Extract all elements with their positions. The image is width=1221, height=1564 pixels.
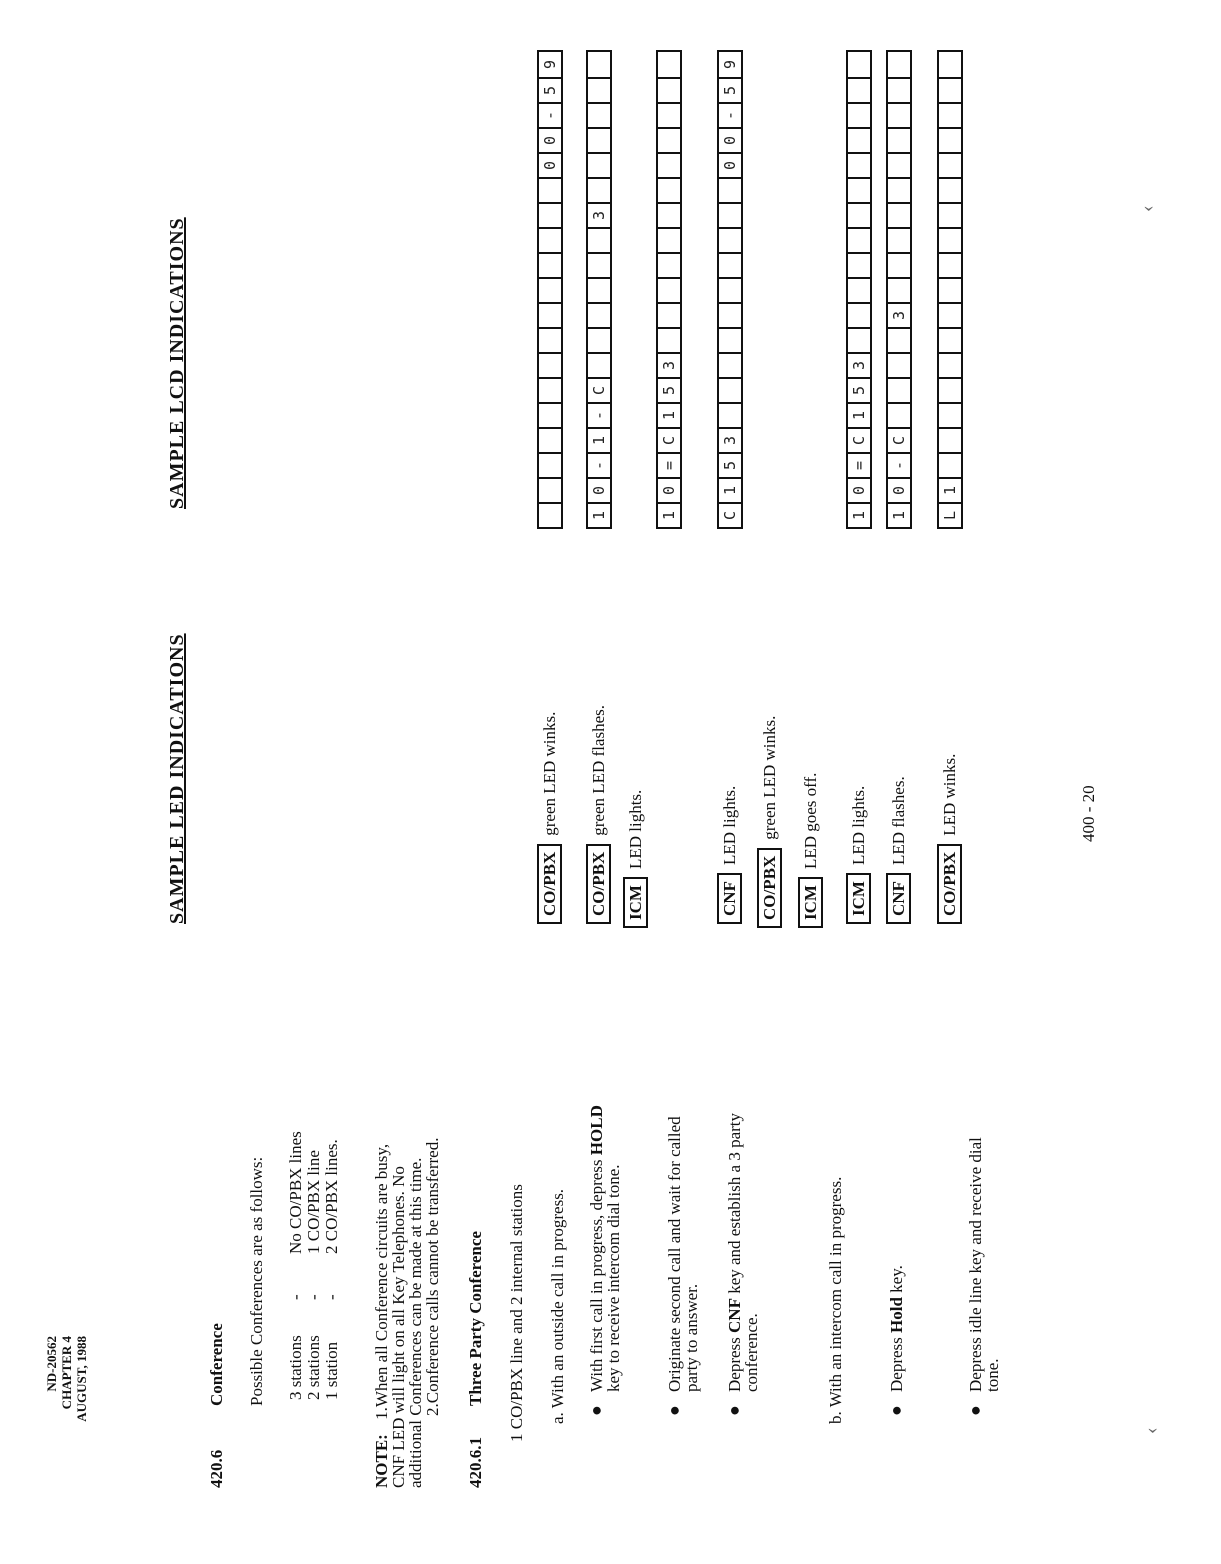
- step-b1: [888, 1265, 906, 1392]
- step-a1-text: With first call in progress, depress: [587, 1155, 606, 1392]
- lcd-cell: [939, 402, 961, 427]
- lcd-cell: C: [658, 427, 680, 452]
- lcd-cell: [539, 302, 561, 327]
- conference-option-1-dash: -: [286, 1294, 305, 1300]
- lcd-cell: [658, 252, 680, 277]
- lcd-cell: [539, 327, 561, 352]
- lcd-cell: [888, 352, 910, 377]
- led-row-text: LED winks.: [940, 753, 959, 836]
- lcd-cell: [888, 202, 910, 227]
- lcd-cell: 9: [721, 59, 739, 70]
- led-row: [757, 716, 782, 928]
- led-row-text: LED goes off.: [801, 772, 820, 870]
- lcd-cell: [658, 152, 680, 177]
- lcd-cell: 1: [658, 402, 680, 427]
- scan-mark: ‹: [1140, 1427, 1162, 1434]
- lcd-display: [846, 50, 872, 529]
- lcd-cell: 0: [719, 127, 741, 152]
- icm-key: ICM: [798, 877, 823, 928]
- step-a2-line-1: Originate second call and wait for called: [665, 1116, 684, 1392]
- lcd-cell: C: [848, 427, 870, 452]
- lcd-cell: C: [588, 377, 610, 402]
- lcd-cell: [588, 227, 610, 252]
- lcd-cell: [719, 252, 741, 277]
- lcd-cell: [939, 327, 961, 352]
- lcd-cell: 5: [719, 77, 741, 102]
- lcd-cell: [848, 302, 870, 327]
- lcd-cell: 3: [888, 302, 910, 327]
- led-row-text: green LED winks.: [540, 711, 559, 836]
- led-row: [937, 754, 962, 924]
- lcd-cell: [939, 127, 961, 152]
- date-label: AUGUST, 1988: [74, 1336, 89, 1422]
- conference-intro: Possible Conferences are as follows:: [247, 1156, 266, 1406]
- lcd-cell: [939, 352, 961, 377]
- note-line-2: CNF LED will light on all Key Telephones. No: [389, 1166, 408, 1488]
- lcd-cell: [539, 277, 561, 302]
- lcd-cell: 0: [658, 477, 680, 502]
- lcd-cell: 0: [539, 127, 561, 152]
- lcd-cell: [939, 77, 961, 102]
- bullet-dot: ●: [724, 1405, 744, 1416]
- step-b: b. With an intercom call in progress.: [826, 1176, 845, 1424]
- lcd-cell: [658, 77, 680, 102]
- led-row-text: green LED flashes.: [589, 705, 608, 836]
- lcd-cell: =: [658, 452, 680, 477]
- section-number: 420.6: [207, 1449, 226, 1488]
- lcd-display: [717, 50, 743, 529]
- step-b1-text-post: key.: [887, 1265, 906, 1298]
- cnf-key: CNF: [717, 873, 742, 924]
- led-row-text: LED lights.: [626, 789, 645, 870]
- lcd-cell: 0: [539, 152, 561, 177]
- step-b1-text: Depress: [887, 1332, 906, 1392]
- lcd-cell: [588, 277, 610, 302]
- led-row-text: LED flashes.: [889, 776, 908, 866]
- lcd-cell: [939, 377, 961, 402]
- lcd-cell: [888, 377, 910, 402]
- lcd-cell: -: [588, 452, 610, 477]
- lcd-cell: 1: [658, 502, 680, 527]
- step-b2-line-1: Depress idle line key and receive dial: [966, 1137, 985, 1392]
- lcd-cell: [888, 177, 910, 202]
- lcd-cell: [539, 252, 561, 277]
- lcd-cell: [588, 127, 610, 152]
- lcd-cell: [848, 77, 870, 102]
- lcd-cell: [658, 277, 680, 302]
- lcd-cell: [939, 177, 961, 202]
- icm-key: ICM: [846, 873, 871, 924]
- lcd-cell: [719, 202, 741, 227]
- lcd-cell: 5: [539, 77, 561, 102]
- lcd-cell: [888, 252, 910, 277]
- note-line-3: additional Conferences can be made at this time.: [406, 1157, 425, 1488]
- lcd-cell: L: [939, 502, 961, 527]
- lcd-cell: [719, 377, 741, 402]
- lcd-cell: [848, 252, 870, 277]
- bullet-dot: ●: [586, 1405, 606, 1416]
- page-number: 400 - 20: [1079, 785, 1098, 842]
- step-a3-text-post: key and establish a 3 party: [725, 1112, 744, 1299]
- conference-option-1-stations: 3 stations: [286, 1335, 305, 1400]
- lcd-cell: [939, 227, 961, 252]
- chapter-label: CHAPTER 4: [59, 1336, 74, 1410]
- subsection-number: 420.6.1: [466, 1437, 485, 1488]
- lcd-cell: [939, 152, 961, 177]
- led-row-text: LED lights.: [849, 785, 868, 866]
- lcd-cell: [888, 127, 910, 152]
- conference-option-3-lines: 2 CO/PBX lines.: [322, 1139, 341, 1254]
- lcd-cell: [539, 227, 561, 252]
- lcd-cell: [888, 277, 910, 302]
- lcd-cell: [939, 302, 961, 327]
- lcd-cell: 1: [588, 502, 610, 527]
- lcd-cell: 9: [541, 59, 559, 70]
- lcd-cell: [719, 177, 741, 202]
- lcd-cell: [588, 177, 610, 202]
- cnf-keyword: CNF: [725, 1298, 744, 1333]
- lcd-cell: [658, 202, 680, 227]
- led-row: [798, 773, 823, 928]
- lcd-cell: 5: [658, 377, 680, 402]
- step-b2-line-2: tone.: [983, 1358, 1002, 1392]
- lcd-cell: [848, 202, 870, 227]
- lcd-cell: [848, 52, 870, 77]
- lcd-cell: 1: [588, 427, 610, 452]
- lcd-cell: 0: [848, 477, 870, 502]
- lcd-cell: [588, 352, 610, 377]
- step-a3-line-2: conference.: [742, 1313, 761, 1392]
- icm-key: ICM: [623, 877, 648, 928]
- lcd-cell: [888, 102, 910, 127]
- lcd-cell: [539, 427, 561, 452]
- lcd-cell: -: [539, 102, 561, 127]
- lcd-cell: [848, 177, 870, 202]
- step-a: a. With an outside call in progress.: [548, 1188, 567, 1424]
- lcd-cell: [848, 152, 870, 177]
- step-a3-text: Depress: [725, 1332, 744, 1392]
- conference-option-2-stations: 2 stations: [304, 1335, 323, 1400]
- lcd-cell: C: [888, 427, 910, 452]
- lcd-cell: [888, 327, 910, 352]
- co-pbx-key: CO/PBX: [586, 844, 611, 924]
- lcd-cell: [539, 402, 561, 427]
- lcd-cell: [539, 177, 561, 202]
- lcd-cell: [658, 102, 680, 127]
- step-a2-line-2: party to answer.: [682, 1283, 701, 1392]
- bullet-dot: ●: [965, 1405, 985, 1416]
- lcd-cell: 5: [719, 452, 741, 477]
- lcd-title: SAMPLE LCD INDICATIONS: [166, 217, 188, 509]
- lcd-cell: [848, 102, 870, 127]
- lcd-cell: [939, 277, 961, 302]
- lcd-cell: 0: [588, 477, 610, 502]
- lcd-cell: [588, 152, 610, 177]
- lcd-cell: [539, 352, 561, 377]
- lcd-cell: =: [848, 452, 870, 477]
- lcd-cell: [888, 52, 910, 77]
- step-a1-line-2: key to receive intercom dial tone.: [604, 1164, 623, 1392]
- lcd-cell: [888, 77, 910, 102]
- led-title: SAMPLE LED INDICATIONS: [166, 633, 188, 924]
- lcd-cell: [658, 227, 680, 252]
- note-line-4: 2.Conference calls cannot be transferred.: [423, 1137, 442, 1416]
- lcd-cell: [539, 477, 561, 502]
- lcd-cell: [848, 327, 870, 352]
- lcd-cell: [939, 452, 961, 477]
- led-row-text: green LED winks.: [760, 715, 779, 840]
- lcd-cell: 1: [848, 502, 870, 527]
- led-row: [886, 776, 911, 924]
- section-title: Conference: [207, 1323, 226, 1406]
- subsection-title: Three Party Conference: [466, 1231, 485, 1406]
- conference-option-1-lines: No CO/PBX lines: [286, 1131, 305, 1254]
- led-row: [623, 790, 648, 928]
- lcd-cell: -: [588, 402, 610, 427]
- lcd-cell: 3: [848, 352, 870, 377]
- lcd-cell: [719, 302, 741, 327]
- lcd-cell: -: [719, 102, 741, 127]
- lcd-cell: 1: [719, 477, 741, 502]
- lcd-display: [586, 50, 612, 529]
- lcd-display: [886, 50, 912, 529]
- co-pbx-key: CO/PBX: [757, 848, 782, 928]
- lcd-cell: [888, 402, 910, 427]
- conference-option-2-lines: 1 CO/PBX line: [304, 1150, 323, 1254]
- lcd-cell: [588, 52, 610, 77]
- conference-option-3-stations: 1 station: [322, 1341, 341, 1400]
- lcd-cell: [588, 102, 610, 127]
- lcd-cell: [539, 502, 561, 527]
- conference-option-3-dash: -: [322, 1294, 341, 1300]
- lcd-cell: [658, 127, 680, 152]
- lcd-cell: [939, 427, 961, 452]
- lcd-cell: [719, 402, 741, 427]
- co-pbx-key: CO/PBX: [937, 844, 962, 924]
- lcd-cell: [539, 202, 561, 227]
- lcd-cell: 1: [848, 402, 870, 427]
- lcd-cell: [939, 102, 961, 127]
- lcd-cell: [719, 277, 741, 302]
- lcd-cell: 0: [888, 477, 910, 502]
- lcd-cell: [719, 352, 741, 377]
- lcd-cell: 3: [719, 427, 741, 452]
- lcd-cell: [888, 152, 910, 177]
- co-pbx-key: CO/PBX: [537, 844, 562, 924]
- lcd-cell: -: [888, 452, 910, 477]
- note-label: NOTE:: [372, 1434, 391, 1488]
- lcd-cell: [888, 227, 910, 252]
- lcd-cell: [588, 252, 610, 277]
- lcd-cell: [848, 127, 870, 152]
- conference-option-2-dash: -: [304, 1294, 323, 1300]
- lcd-cell: [539, 377, 561, 402]
- lcd-cell: [939, 202, 961, 227]
- lcd-cell: [658, 327, 680, 352]
- lcd-cell: [848, 227, 870, 252]
- lcd-cell: [939, 52, 961, 77]
- lcd-cell: [588, 327, 610, 352]
- lcd-cell: [719, 227, 741, 252]
- lcd-cell: 1: [888, 502, 910, 527]
- cnf-key: CNF: [886, 873, 911, 924]
- led-row: [717, 786, 742, 924]
- lcd-cell: 3: [588, 202, 610, 227]
- lcd-cell: 3: [658, 352, 680, 377]
- hold-keyword: Hold: [887, 1297, 906, 1333]
- lcd-cell: [848, 277, 870, 302]
- lcd-display: [937, 50, 963, 529]
- lcd-cell: C: [719, 502, 741, 527]
- lcd-cell: [588, 302, 610, 327]
- led-row: [846, 786, 871, 924]
- lcd-cell: [588, 77, 610, 102]
- lcd-cell: [719, 327, 741, 352]
- lcd-cell: [658, 52, 680, 77]
- scan-mark: ‹: [1136, 205, 1158, 212]
- led-row: [537, 712, 562, 924]
- lcd-cell: [939, 252, 961, 277]
- bullet-dot: ●: [664, 1405, 684, 1416]
- doc-number: ND-20562: [44, 1336, 59, 1392]
- lcd-cell: 5: [848, 377, 870, 402]
- lcd-cell: [539, 452, 561, 477]
- hold-keyword: HOLD: [587, 1105, 606, 1156]
- lcd-display: [656, 50, 682, 529]
- lcd-cell: [658, 302, 680, 327]
- note-text-1: 1.When all Conference circuits are busy,: [372, 1143, 391, 1420]
- lcd-cell: 1: [939, 477, 961, 502]
- led-row: [586, 705, 611, 924]
- lcd-display: [537, 50, 563, 529]
- led-row-text: LED lights.: [720, 785, 739, 866]
- bullet-dot: ●: [886, 1405, 906, 1416]
- lcd-cell: 0: [719, 152, 741, 177]
- subsection-intro: 1 CO/PBX line and 2 internal stations: [507, 1184, 526, 1442]
- lcd-cell: [658, 177, 680, 202]
